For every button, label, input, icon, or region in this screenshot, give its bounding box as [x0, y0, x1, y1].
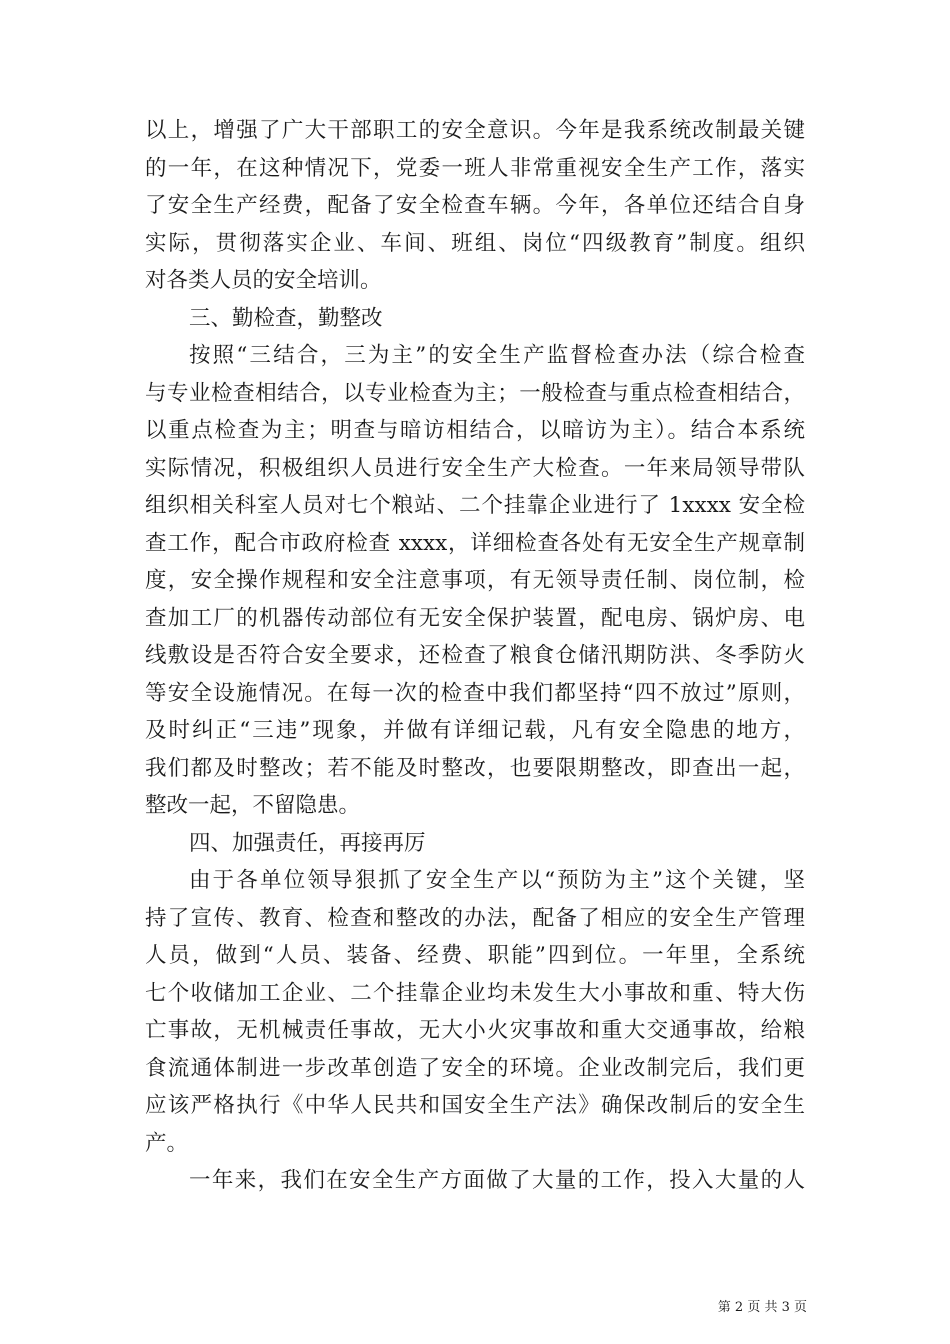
- text-line: 与专业检查相结合，以专业检查为主；一般检查与重点检查相结合，: [145, 380, 805, 406]
- text-line: 实际情况，积极组织人员进行安全生产大检查。一年来局领导带队: [145, 455, 805, 481]
- text-line: 以重点检查为主；明查与暗访相结合，以暗访为主）。结合本系统: [145, 418, 805, 443]
- section-heading: 三、勤检查，勤整改: [189, 305, 383, 331]
- text-line: 线敷设是否符合安全要求，还检查了粮食仓储汛期防洪、冬季防火: [145, 643, 805, 668]
- text-line: 我们都及时整改；若不能及时整改，也要限期整改，即查出一起，: [145, 755, 805, 781]
- text-line: 七个收储加工企业、二个挂靠企业均未发生大小事故和重、特大伤: [145, 980, 805, 1006]
- text-line: 对各类人员的安全培训。: [145, 268, 382, 293]
- text-line: 人员，做到“人员、装备、经费、职能”四到位。一年里，全系统: [145, 943, 805, 968]
- text-line: 度，安全操作规程和安全注意事项，有无领导责任制、岗位制，检: [145, 568, 805, 593]
- text-line: 持了宣传、教育、检查和整改的办法，配备了相应的安全生产管理: [145, 905, 805, 931]
- text-line: 以上，增强了广大干部职工的安全意识。今年是我系统改制最关键: [145, 118, 805, 143]
- text-line: 组织相关科室人员对七个粮站、二个挂靠企业进行了 1xxxx 安全检: [145, 493, 805, 518]
- text-line: 及时纠正“三违”现象，并做有详细记载，凡有安全隐患的地方，: [145, 718, 805, 743]
- page-number: 第 2 页 共 3 页: [717, 1300, 807, 1315]
- text-line: 应该严格执行《中华人民共和国安全生产法》确保改制后的安全生: [145, 1093, 805, 1118]
- text-line: 一年来，我们在安全生产方面做了大量的工作，投入大量的人: [189, 1168, 805, 1193]
- text-line: 亡事故，无机械责任事故，无大小火灾事故和重大交通事故，给粮: [145, 1018, 805, 1043]
- body-text: [145, 112, 805, 1200]
- text-line: 了安全生产经费，配备了安全检查车辆。今年，各单位还结合自身: [145, 193, 805, 218]
- section-heading: 四、加强责任，再接再厉: [189, 830, 426, 856]
- text-line: 整改一起，不留隐患。: [145, 793, 361, 818]
- text-line: 实际，贯彻落实企业、车间、班组、岗位“四级教育”制度。组织: [145, 230, 805, 256]
- text-line: 查加工厂的机器传动部位有无安全保护装置，配电房、锅炉房、电: [145, 605, 805, 631]
- text-line: 的一年，在这种情况下，党委一班人非常重视安全生产工作，落实: [145, 155, 805, 181]
- text-line: 产。: [145, 1130, 189, 1156]
- text-line: 食流通体制进一步改革创造了安全的环境。企业改制完后，我们更: [145, 1055, 805, 1081]
- text-line: 按照“三结合，三为主”的安全生产监督检查办法（综合检查: [189, 343, 805, 368]
- text-line: 查工作，配合市政府检查 xxxx，详细检查各处有无安全生产规章制: [145, 530, 805, 556]
- text-line: 由于各单位领导狠抓了安全生产以“预防为主”这个关键，坚: [189, 868, 805, 893]
- text-line: 等安全设施情况。在每一次的检查中我们都坚持“四不放过”原则，: [145, 680, 805, 706]
